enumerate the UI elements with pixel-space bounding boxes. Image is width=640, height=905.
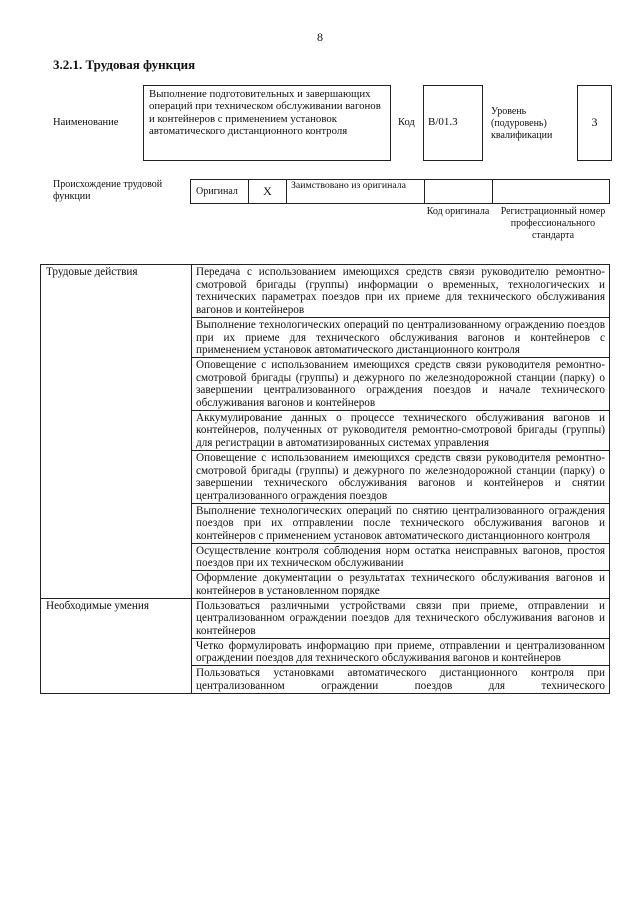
list-item: Оповещение с использованием имеющихся средств связи руководителя ремонтно-смотровой бригады (группы) и дежурного по железнодорожной станции (парку) о завершении технического обслуживания вагонов и контейнеров и снятии централизованного ограждения поездов [192, 450, 610, 503]
list-item: Пользоваться различными устройствами связи при приеме, отправлении и централизованном ограждении поездов для технического обслуживания вагонов и контейнеров [192, 598, 610, 638]
original-mark: X [249, 180, 287, 203]
list-item: Аккумулирование данных о процессе технического обслуживания вагонов и контейнеров, полученных от руководителя ремонтно-смотровой бригады (группы) для регистрации в автоматизированных системах управления [192, 410, 610, 450]
section-heading: Необходимые умения [41, 598, 192, 693]
origin-table [190, 179, 610, 204]
list-item: Оповещение с использованием имеющихся средств связи руководителя ремонтно-смотровой бригады (группы) и дежурного по железнодорожной станции (парку) о завершении централизованного ограждения поездов и начале технического обслуживания вагонов и контейнеров [192, 357, 610, 410]
borrowed-label: Заимствовано из оригинала [287, 180, 425, 203]
code-original-caption: Код оригинала [426, 206, 490, 217]
list-item: Осуществление контроля соблюдения норм остатка неисправных вагонов, простоя поездов при их техническом обслуживании [192, 543, 610, 570]
list-item: Передача с использованием имеющихся средств связи руководителю ремонтно-смотровой бригады (группы) информации о временных, технологических и технических параметрах поездов при их приеме для технического обслуживания вагонов и контейнеров [192, 265, 610, 318]
code-label: Код [398, 117, 415, 128]
name-label: Наименование [53, 117, 119, 128]
origin-label: Происхождение трудовой функции [53, 179, 163, 202]
table-row [41, 265, 610, 318]
list-item: Четко формулировать информацию при приеме, отправлении и централизованном ограждении поездов для технического обслуживания вагонов и контейнеров [192, 638, 610, 665]
list-item: Пользоваться установками автоматического дистанционного контроля при централизованном ограждении поездов для технического [192, 666, 610, 693]
section-title: 3.2.1. Трудовая функция [53, 57, 196, 72]
reg-number-caption: Регистрационный номер профессионального стандарта [500, 206, 606, 241]
level-label: Уровень (подуровень) квалификации [491, 106, 553, 141]
original-label: Оригинал [191, 180, 249, 203]
list-item: Выполнение технологических операций по централизованному ограждению поездов при их приеме для технического обслуживания вагонов и контейнеров с применением установок автоматического дистанционного контроля [192, 317, 610, 357]
list-item: Выполнение технологических операций по снятию централизованного ограждения поездов при их отправлении после технического обслуживания вагонов и контейнеров с применением установок автоматического дистанционного контроля [192, 503, 610, 543]
function-code-box: В/01.3 [423, 85, 483, 161]
table-row [41, 598, 610, 638]
function-name-box: Выполнение подготовительных и завершающих операций при техническом обслуживании вагонов и контейнеров с применением установок автоматического дистанционного контроля [143, 85, 391, 161]
function-table [40, 264, 610, 694]
section-heading: Трудовые действия [41, 265, 192, 599]
list-item: Оформление документации о результатах технического обслуживания вагонов и контейнеров в установленном порядке [192, 571, 610, 598]
reg-number-cell [493, 180, 609, 203]
level-value-box: 3 [577, 85, 612, 161]
page-number: 8 [317, 30, 323, 44]
code-original-cell [425, 180, 493, 203]
